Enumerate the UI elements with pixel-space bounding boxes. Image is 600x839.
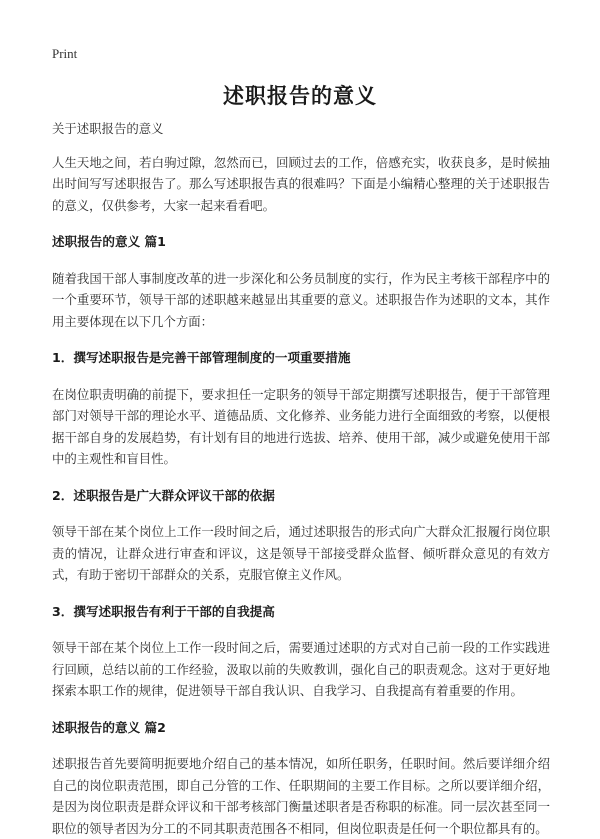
section1-paragraph: 随着我国干部人事制度改革的进一步深化和公务员制度的实行，作为民主考核干部程序中的一个重要环节，领导干部的述职越来越显出其重要的意义。述职报告作为述职的文本，其作用主要体现在以下几个方面： xyxy=(52,270,550,329)
point2-heading: 2．述职报告是广大群众评议干部的依据 xyxy=(52,487,275,503)
point3-heading: 3．撰写述职报告有利于干部的自我提高 xyxy=(52,603,275,619)
point2-paragraph: 领导干部在某个岗位上工作一段时间之后，通过述职报告的形式向广大群众汇报履行岗位职责的情况，让群众进行审查和评议，这是领导干部接受群众监督、倾听群众意见的有效方式，有助于密切干部群众的关系，克服官僚主义作风。 xyxy=(52,524,550,582)
point1-heading: 1．撰写述职报告是完善干部管理制度的一项重要措施 xyxy=(52,350,351,365)
intro-heading: 关于述职报告的意义 xyxy=(52,121,164,136)
point1-paragraph: 在岗位职责明确的前提下，要求担任一定职务的领导干部定期撰写述职报告，便于干部管理部门对领导干部的理论水平、道德品质、文化修养、业务能力进行全面细致的考察，以便根据干部自身的发展趋势，有计划有目的地进行选拔、培养、使用干部，减少或避免使用干部中的主观性和盲目性。 xyxy=(52,386,550,466)
section1-heading: 述职报告的意义 篇1 xyxy=(52,234,166,249)
print-link[interactable]: Print xyxy=(52,46,78,61)
section2-paragraph: 述职报告首先要简明扼要地介绍自己的基本情况，如所任职务，任职时间。然后要详细介绍自己的岗位职责范围，即自己分管的工作、任职期间的主要工作目标。之所以要详细介绍，是因为岗位职责是群众评议和干部考核部门衡量述职者是否称职的标准。同一层次甚至同一职位的领导者因为分工的不同其职责范围各不相同，但岗位职责是任何一个职位都具有的。 xyxy=(52,756,550,836)
document-title: 述职报告的意义 xyxy=(223,84,377,108)
section2-heading: 述职报告的意义 篇2 xyxy=(52,719,166,735)
intro-paragraph: 人生天地之间，若白驹过隙，忽然而已，回顾过去的工作，倍感充实，收获良多，是时候抽出时间写写述职报告了。那么写述职报告真的很难吗？下面是小编精心整理的关于述职报告的意义，仅供参考，大家一起来看看吧。 xyxy=(52,154,550,213)
point3-paragraph: 领导干部在某个岗位上工作一段时间之后，需要通过述职的方式对自己前一段的工作实践进行回顾，总结以前的工作经验，汲取以前的失败教训，强化自己的职责观念。这对于更好地探索本职工作的规律，促进领导干部自我认识、自我学习、自我提高有着重要的作用。 xyxy=(52,640,550,698)
document-body xyxy=(52,118,550,839)
